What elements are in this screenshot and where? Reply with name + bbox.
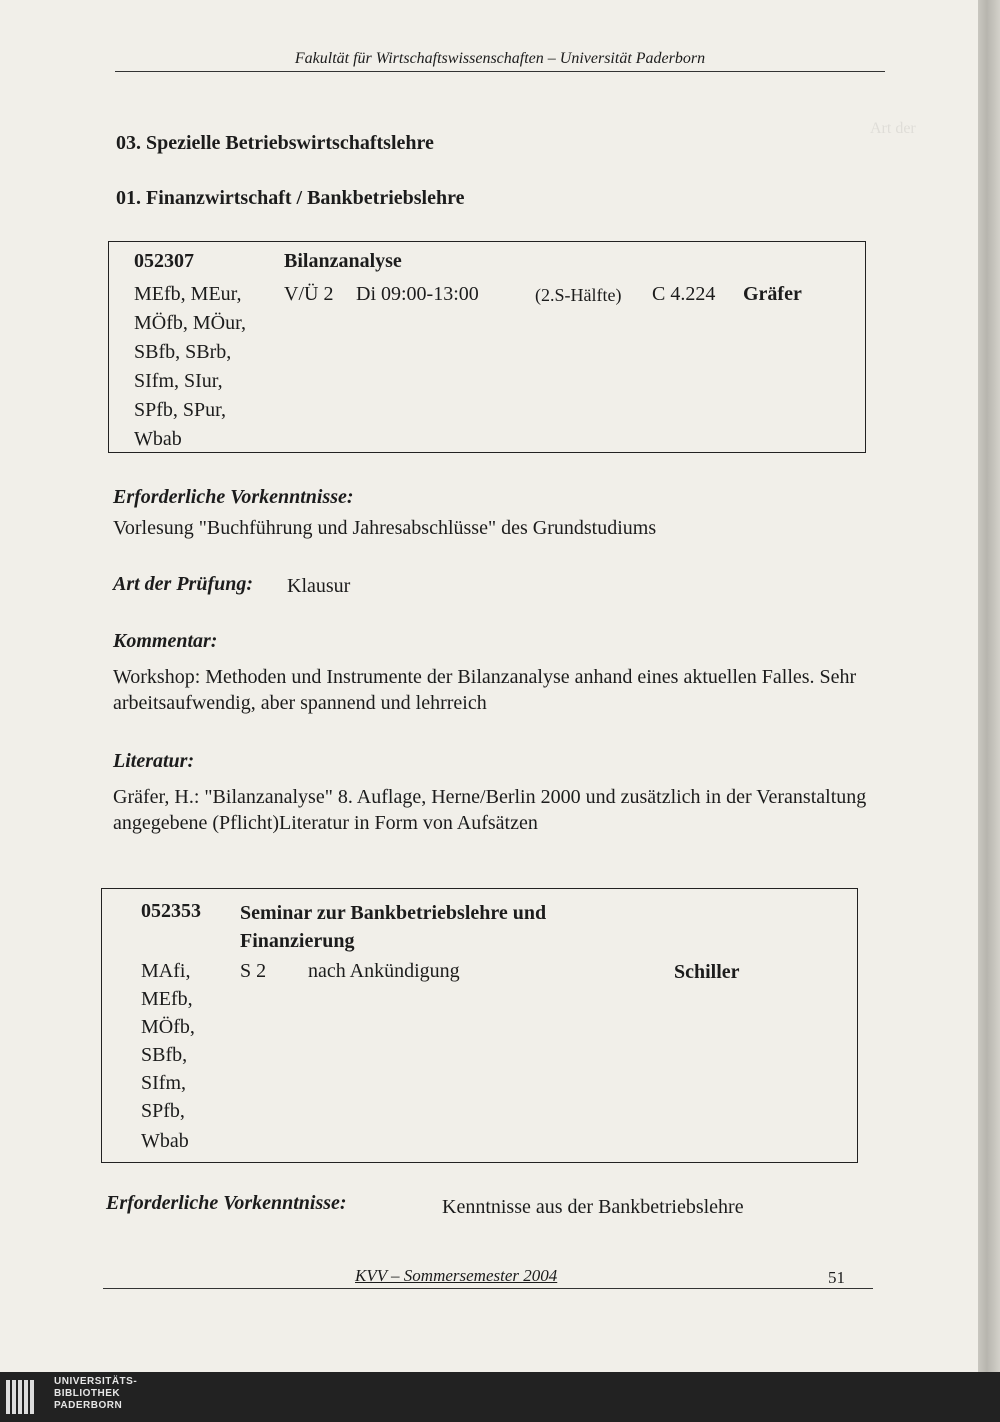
page-footer: KVV – Sommersemester 2004 — [355, 1266, 558, 1285]
literature-text: Gräfer, H.: "Bilanzanalyse" 8. Auflage, Herne/Berlin 2000 und zusätzlich in der Veranstaltung angegebene (Pflicht)Literatur in Form von Aufsätzen — [113, 786, 867, 834]
prereq-text: Vorlesung "Buchführung und Jahresabschlüsse" des Grundstudiums — [113, 517, 657, 539]
program-line: MÖfb, MÖur, — [134, 312, 246, 334]
prereq-label: Erforderliche Vorkenntnisse: — [113, 486, 354, 508]
course-room: C 4.224 — [652, 283, 716, 305]
comment-text: Workshop: Methoden und Instrumente der Bilanzanalyse anhand eines aktuellen Falles. Sehr arbeitsaufwendig, aber spannend und lehrreich — [113, 666, 857, 714]
header-rule — [115, 71, 885, 72]
program-line: SPfb, — [141, 1100, 185, 1122]
course-lecturer: Schiller — [674, 961, 740, 983]
program-line: MÖfb, — [141, 1016, 195, 1038]
program-line: MEfb, — [141, 988, 193, 1010]
program-line: SBfb, SBrb, — [134, 341, 232, 363]
course-time: nach Ankündigung — [308, 960, 460, 982]
comment-label: Kommentar: — [113, 630, 218, 652]
course-box-052353 — [101, 888, 858, 1163]
program-line: SBfb, — [141, 1044, 188, 1066]
exam-label: Art der Prüfung: — [113, 573, 254, 595]
literature-label: Literatur: — [113, 750, 195, 772]
library-name — [54, 1376, 137, 1412]
section-title: 03. Spezielle Betriebswirtschaftslehre — [116, 132, 434, 154]
course-time: Di 09:00-13:00 — [356, 283, 479, 305]
library-logo-icon — [6, 1380, 46, 1416]
program-line: MAfi, — [141, 960, 191, 982]
library-name-line: UNIVERSITÄTS- — [54, 1376, 138, 1387]
course-number: 052353 — [141, 900, 201, 922]
exam-text: Klausur — [287, 575, 351, 597]
program-line: Wbab — [134, 428, 182, 450]
prereq-label: Erforderliche Vorkenntnisse: — [106, 1192, 347, 1214]
page-number: 51 — [828, 1268, 845, 1287]
library-name-line: PADERBORN — [54, 1400, 123, 1411]
bleed-through: Art der — [870, 120, 916, 137]
course-type: V/Ü 2 — [284, 283, 334, 305]
course-title: Bilanzanalyse — [284, 250, 402, 272]
program-line: SPfb, SPur, — [134, 399, 227, 421]
page-edge — [978, 0, 1000, 1372]
library-banner — [0, 1372, 1000, 1422]
course-title: Seminar zur Bankbetriebslehre und — [240, 902, 547, 924]
course-period: (2.S-Hälfte) — [535, 285, 622, 305]
program-line: MEfb, MEur, — [134, 283, 242, 305]
course-title-cont: Finanzierung — [240, 930, 355, 952]
program-line: SIfm, SIur, — [134, 370, 223, 392]
program-line: SIfm, — [141, 1072, 186, 1094]
footer-rule — [103, 1288, 873, 1289]
page-header: Fakultät für Wirtschaftswissenschaften – Universität Paderborn — [294, 50, 706, 67]
library-name-line: BIBLIOTHEK — [54, 1388, 121, 1399]
subsection-title: 01. Finanzwirtschaft / Bankbetriebslehre — [116, 187, 465, 209]
prereq-text: Kenntnisse aus der Bankbetriebslehre — [442, 1196, 744, 1218]
course-number: 052307 — [134, 250, 194, 272]
course-lecturer: Gräfer — [743, 283, 802, 305]
program-line: Wbab — [141, 1130, 189, 1152]
course-type: S 2 — [240, 960, 267, 982]
